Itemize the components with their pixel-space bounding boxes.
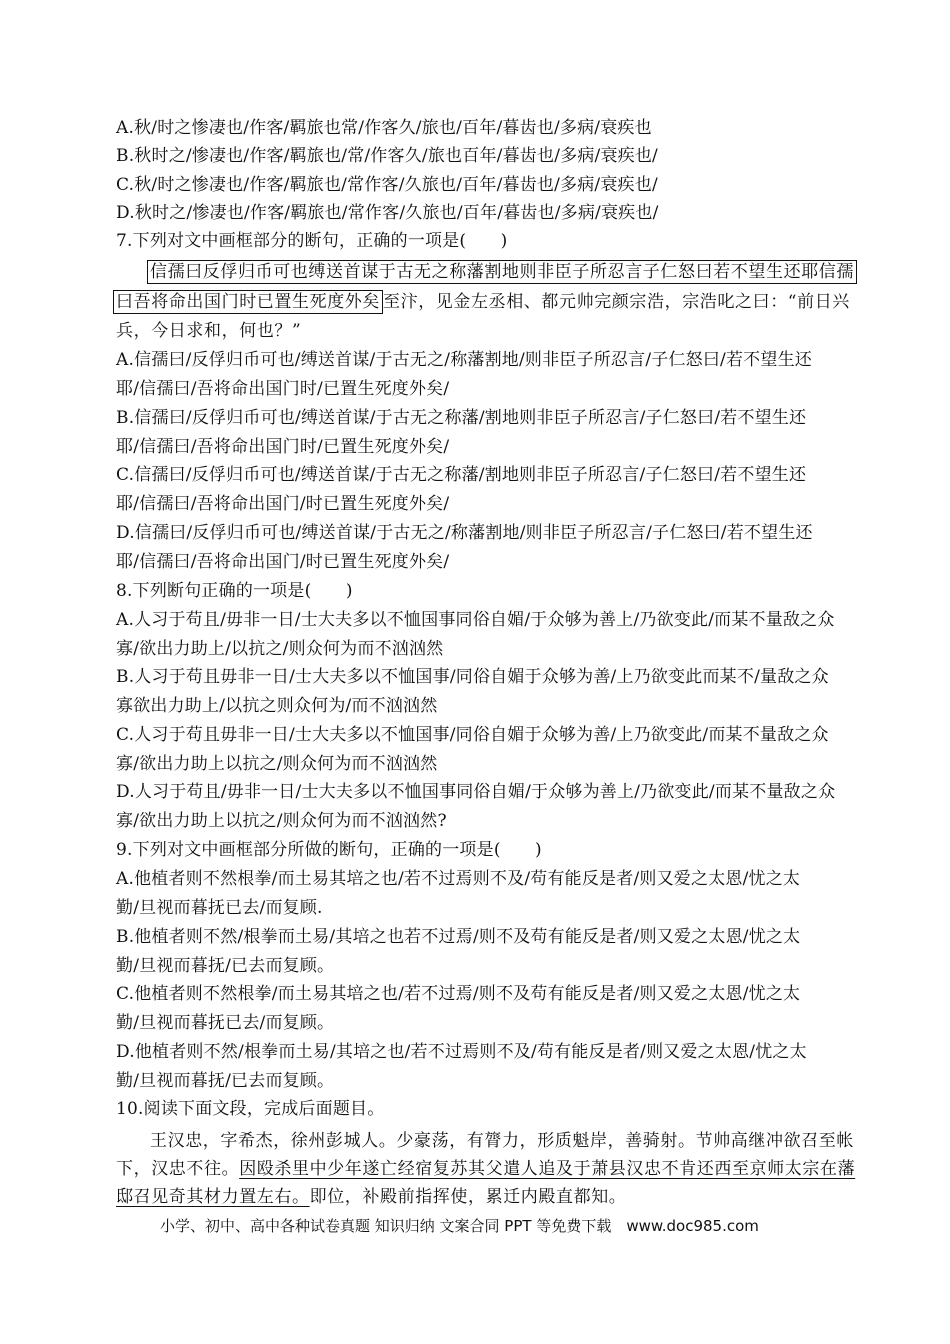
q9-option-d-line2: 勤/旦视而暮抚/已去而复顾。 — [116, 1071, 335, 1091]
q6-option-a: A.秋/时之惨凄也/作客/羁旅也常/作客久/旅也/百年/暮齿也/多病/衰疾也 — [116, 118, 652, 138]
q7-option-a-line1: A.信孺曰/反俘归币可也/缚送首谋/于古无之/称藩割地/则非臣子所忍言/子仁怒曰/若不望生还 — [116, 350, 812, 370]
q8-option-a-line1: A.人习于苟且/毋非一日/士大夫多以不恤国事同俗自媚/于众够为善上/乃欲变此/而某不量敌之众 — [116, 610, 835, 630]
q10-underlined-text-1: 因殴杀里中少年遂亡经宿复苏其父遣人追及于萧县汉忠不肯还西至京师太宗在藩 — [239, 1159, 856, 1179]
q6-option-d: D.秋时之/惨凄也/作客/羁旅也/常作客/久旅也/百年/暮齿也/多病/衰疾也/ — [116, 203, 659, 223]
q7-boxed-text-2: 曰吾将命出国门时已置生死度外矣 — [113, 290, 383, 314]
q8-option-c-line2: 寡/欲出力助上以抗之/则众何为而不汹汹然 — [116, 754, 438, 774]
q7-option-b-line1: B.信孺曰/反俘归币可也/缚送首谋/于古无之称藩/割地则非臣子所忍言/子仁怒曰/若不望生还 — [116, 408, 807, 428]
q7-option-a-line2: 耶/信孺曰/吾将命出国门时/已置生死度外矣/ — [116, 379, 450, 399]
q7-passage-line2 — [116, 292, 850, 312]
q8-title: 8.下列断句正确的一项是( ) — [116, 581, 353, 601]
q10-passage-line2-plain: 下，汉忠不往。 — [116, 1159, 240, 1179]
q10-passage-line2 — [116, 1159, 855, 1179]
q9-option-c-line1: C.他植者则不然根拳/而土易其培之也/若不过焉/则不及苟有能反是者/则又爱之太恩/忧之太 — [116, 984, 801, 1004]
q8-option-a-line2: 寡/欲出力助上/以抗之/则众何为而不汹汹然 — [116, 639, 444, 659]
q7-option-b-line2: 耶/信孺曰/吾将命出国门时/已置生死度外矣/ — [116, 437, 450, 457]
q10-title: 10.阅读下面文段，完成后面题目。 — [116, 1099, 385, 1119]
q7-option-d-line2: 耶/信孺曰/吾将命出国门/时已置生死度外矣/ — [116, 552, 450, 572]
q7-option-c-line1: C.信孺曰/反俘归币可也/缚送首谋/于古无之称藩/割地则非臣子所忍言/子仁怒曰/若不望生还 — [116, 465, 807, 485]
q7-option-c-line2: 耶/信孺曰/吾将命出国门/时已置生死度外矣/ — [116, 494, 450, 514]
q7-passage-line3: 兵，今日求和，何也？” — [116, 321, 302, 341]
q10-passage-line3-plain: 即位，补殿前指挥使，累迁内殿直都知。 — [309, 1187, 627, 1207]
q6-option-c: C.秋/时之惨凄也/作客/羁旅也/常作客/久旅也/百年/暮齿也/多病/衰疾也/ — [116, 175, 658, 195]
q7-option-d-line1: D.信孺曰/反俘归币可也/缚送首谋/于古无之/称藩割地/则非臣子所忍言/子仁怒曰/若不望生还 — [116, 523, 813, 543]
q6-option-b: B.秋时之/惨凄也/作客/羁旅也/常/作客久/旅也百年/暮齿也/多病/衰疾也/ — [116, 146, 658, 166]
q9-option-d-line1: D.他植者则不然/根拳而土易/其培之也/若不过焉则不及/苟有能反是者/则又爱之太恩/忧之太 — [116, 1042, 807, 1062]
q9-option-a-line2: 勤/旦视而暮抚已去/而复顾. — [116, 898, 323, 918]
q10-passage-line3 — [116, 1187, 626, 1207]
q9-option-a-line1: A.他植者则不然根拳/而土易其培之也/若不过焉则不及/苟有能反是者/则又爱之太恩/忧之太 — [116, 869, 801, 889]
q8-option-d-line2: 寡/欲出力助上以抗之/则众何为而不汹汹然? — [116, 811, 447, 831]
q7-passage-line1 — [150, 262, 857, 282]
q7-passage-rest: 至汴，见金左丞相、都元帅完颜宗浩，宗浩叱之曰：“前日兴 — [383, 292, 850, 312]
q9-option-c-line2: 勤/旦视而暮抚已去/而复顾。 — [116, 1013, 335, 1033]
q7-title: 7.下列对文中画框部分的断句，正确的一项是( ) — [116, 231, 508, 251]
q8-option-c-line1: C.人习于苟且毋非一日/士大夫多以不恤国事/同俗自媚于众够为善/上乃欲变此/而某不量敌之众 — [116, 725, 829, 745]
q8-option-b-line1: B.人习于苟且毋非一日/士大夫多以不恤国事/同俗自媚于众够为善/上乃欲变此而某不/量敌之众 — [116, 667, 829, 687]
q9-option-b-line1: B.他植者则不然/根拳而土易/其培之也若不过焉/则不及苟有能反是者/则又爱之太恩/忧之太 — [116, 927, 801, 947]
q8-option-b-line2: 寡欲出力助上/以抗之则众何为/而不汹汹然 — [116, 696, 438, 716]
q7-boxed-text-1: 信孺曰反俘归币可也缚送首谋于古无之称藩割地则非臣子所忍言子仁怒曰若不望生还耶信孺 — [147, 260, 857, 284]
q10-passage-line1: 王汉忠，字希杰，徐州彭城人。少豪荡，有膂力，形质魁岸，善骑射。节帅高继冲欲召至帐 — [150, 1131, 854, 1151]
page-footer: 小学、初中、高中各种试卷真题 知识归纳 文案合同 PPT 等免费下载 www.doc985.com — [160, 1217, 759, 1235]
q8-option-d-line1: D.人习于苟且/毋非一日/士大夫多以不恤国事同俗自媚/于众够为善上/乃欲变此/而某不量敌之众 — [116, 782, 836, 802]
q9-option-b-line2: 勤/旦视而暮抚/已去而复顾。 — [116, 956, 335, 976]
q10-underlined-text-2: 邸召见奇其材力置左右。 — [116, 1187, 310, 1207]
q9-title: 9.下列对文中画框部分所做的断句，正确的一项是( ) — [116, 840, 542, 860]
